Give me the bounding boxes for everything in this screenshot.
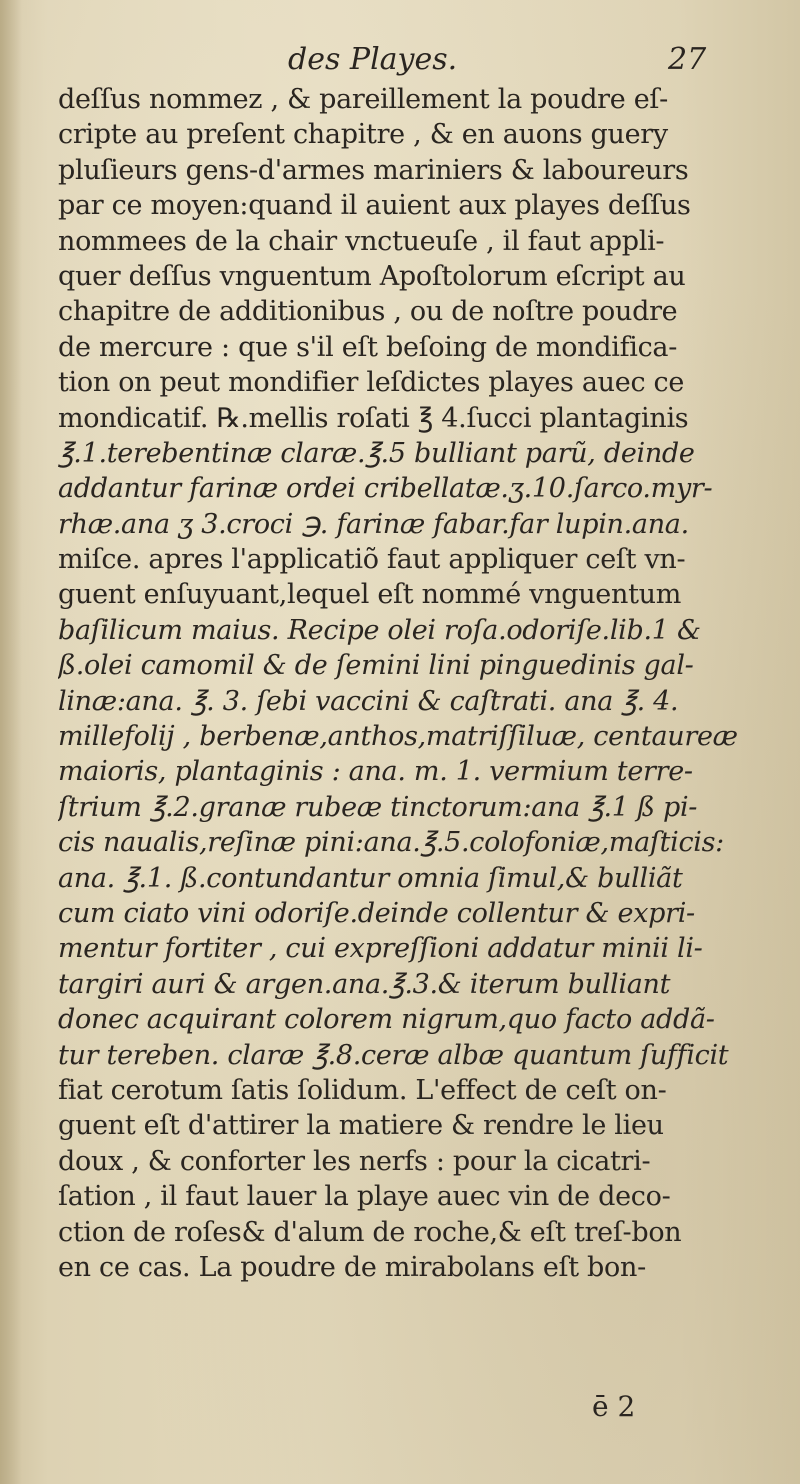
- running-head-title: des Playes.: [288, 42, 458, 77]
- text-line: ſation , il faut lauer la playe auec vin de deco-: [58, 1181, 671, 1213]
- text-line: cum ciato vini odoriſe.deinde collentur & expri-: [58, 897, 695, 929]
- text-line: en ce cas. La poudre de mirabolans eſt bon-: [58, 1251, 646, 1283]
- text-line: maioris, plantaginis : ana. m. 1. vermium terre-: [58, 756, 693, 788]
- body-text: [58, 82, 758, 1285]
- text-line: tur tereben. claræ ℥.8.ceræ albæ quantum ſufficit: [58, 1039, 729, 1071]
- text-line: addantur farinæ ordei cribellatæ.ʒ.10.ſarco.myr-: [58, 473, 713, 505]
- text-line: par ce moyen:quand il auient aux playes deſſus: [58, 190, 691, 222]
- text-line: chapitre de additionibus , ou de noſtre poudre: [58, 296, 678, 328]
- text-line: nommees de la chair vnctueuſe , il faut appli-: [58, 225, 665, 257]
- text-line: ſtrium ℥.2.granæ rubeæ tinctorum:ana ℥.1 ß pi-: [58, 791, 698, 823]
- text-line: guent enſuyuant,lequel eſt nommé vnguentum: [58, 579, 682, 611]
- text-line: mondicatif. ℞.mellis roſati ℥ 4.ſucci plantaginis: [58, 402, 689, 434]
- text-line: ana. ℥.1. ß.contundantur omnia ſimul,& bulliãt: [58, 862, 683, 894]
- text-line: de mercure : que s'il eſt beſoing de mondifica-: [58, 331, 678, 363]
- text-line: mentur fortiter , cui expreſſioni addatur minii li-: [58, 933, 703, 965]
- text-line: cis naualis,reſinæ pini:ana.℥.5.colofoniæ,maſticis:: [58, 827, 724, 859]
- text-line: rhæ.ana ʒ 3.croci ℈. farinæ fabar.far lupin.ana.: [58, 508, 689, 540]
- text-line: ß.olei camomil & de ſemini lini pinguedinis gal-: [58, 650, 694, 682]
- signature-mark: ē 2: [592, 1390, 636, 1423]
- text-line: tion on peut mondifier leſdictes playes auec ce: [58, 367, 685, 399]
- text-line: baſilicum maius. Recipe olei roſa.odoriſe.lib.1 &: [58, 614, 701, 646]
- text-line: linæ:ana. ℥. 3. ſebi vaccini & caſtrati. ana ℥. 4.: [58, 685, 679, 717]
- text-line: deſſus nommez , & pareillement la poudre eſ-: [58, 84, 668, 115]
- text-line: miſce. apres l'applicatiõ faut appliquer ceſt vn-: [58, 544, 686, 576]
- text-line: donec acquirant colorem nigrum,quo facto addã-: [58, 1004, 715, 1036]
- text-line: ction de roſes& d'alum de roche,& eſt treſ-bon: [58, 1216, 682, 1248]
- text-line: ℥.1.terebentinæ claræ.℥.5 bulliant parũ, deinde: [58, 437, 695, 469]
- text-line: doux , & conforter les nerfs : pour la cicatri-: [58, 1145, 651, 1177]
- text-line: cripte au preſent chapitre , & en auons guery: [58, 119, 668, 151]
- text-line: fiat cerotum ſatis ſolidum. L'effect de ceſt on-: [58, 1074, 667, 1106]
- running-head: [0, 42, 800, 82]
- page-number: 27: [668, 42, 707, 77]
- text-line: millefolij , berbenæ,anthos,matriſſiluæ, centaureæ: [58, 721, 738, 753]
- text-line: quer deſſus vnguentum Apoſtolorum eſcript au: [58, 260, 686, 292]
- text-line: pluſieurs gens-d'armes mariniers & laboureurs: [58, 154, 689, 186]
- page-gutter-shadow: [0, 0, 22, 1484]
- text-line: guent eſt d'attirer la matiere & rendre le lieu: [58, 1110, 664, 1142]
- text-line: targiri auri & argen.ana.℥.3.& iterum bulliant: [58, 968, 671, 1000]
